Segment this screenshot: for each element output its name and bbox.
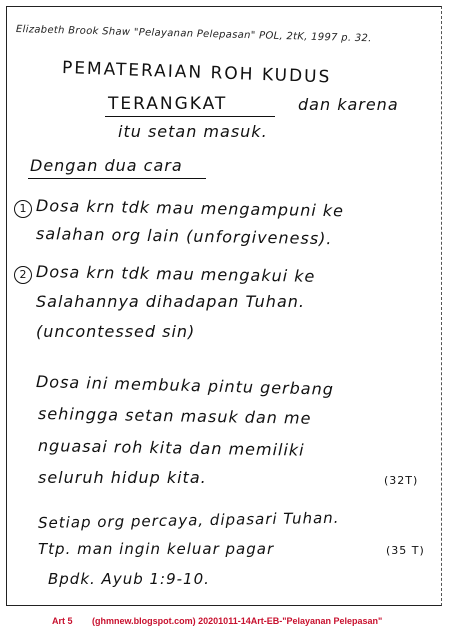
item-number-2: 2 <box>14 266 32 284</box>
paragraph-1-line-3: nguasai roh kita dan memiliki <box>37 436 305 460</box>
title-line-2-rest: dan karena <box>298 95 399 114</box>
source-reference: Elizabeth Brook Shaw "Pelayanan Pelepasan" POL, 2tK, 1997 p. 32. <box>15 24 372 45</box>
item-2-line-1: Dosa krn tdk mau mengakui ke <box>35 262 316 286</box>
title-line-1: PEMATERAIAN ROH KUDUS <box>61 58 332 88</box>
item-2-line-3: (uncontessed sin) <box>36 322 196 341</box>
paragraph-2-line-2: Ttp. man ingin keluar pagar <box>38 540 275 558</box>
paragraph-1-line-2: sehingga setan masuk dan me <box>37 404 312 428</box>
title-underline <box>105 116 275 117</box>
title-line-2-keyword: TERANGKAT <box>108 94 228 114</box>
item-1-line-1: Dosa krn tdk mau mengampuni ke <box>35 196 345 221</box>
title-line-3: itu setan masuk. <box>118 122 268 141</box>
footer-article-number: Art 5 <box>52 616 73 626</box>
item-number-1: 1 <box>14 200 32 218</box>
paragraph-2-note: (35 T) <box>386 544 425 557</box>
paragraph-1-note: (32T) <box>384 474 419 487</box>
bible-reference: Bpdk. Ayub 1:9-10. <box>48 570 210 588</box>
item-1-line-2: salahan org lain (unforgiveness). <box>35 224 333 249</box>
item-2-line-2: Salahannya dihadapan Tuhan. <box>36 292 305 311</box>
footer-source: (ghmnew.blogspot.com) 20201011-14Art-EB-"Pelayanan Pelepasan" <box>92 616 383 626</box>
paragraph-1-line-4: seluruh hidup kita. <box>38 468 207 487</box>
subheading: Dengan dua cara <box>30 156 183 175</box>
paragraph-2-line-1: Setiap org percaya, dipasari Tuhan. <box>37 508 340 532</box>
subheading-underline <box>28 178 206 179</box>
paragraph-1-line-1: Dosa ini membuka pintu gerbang <box>35 372 335 399</box>
